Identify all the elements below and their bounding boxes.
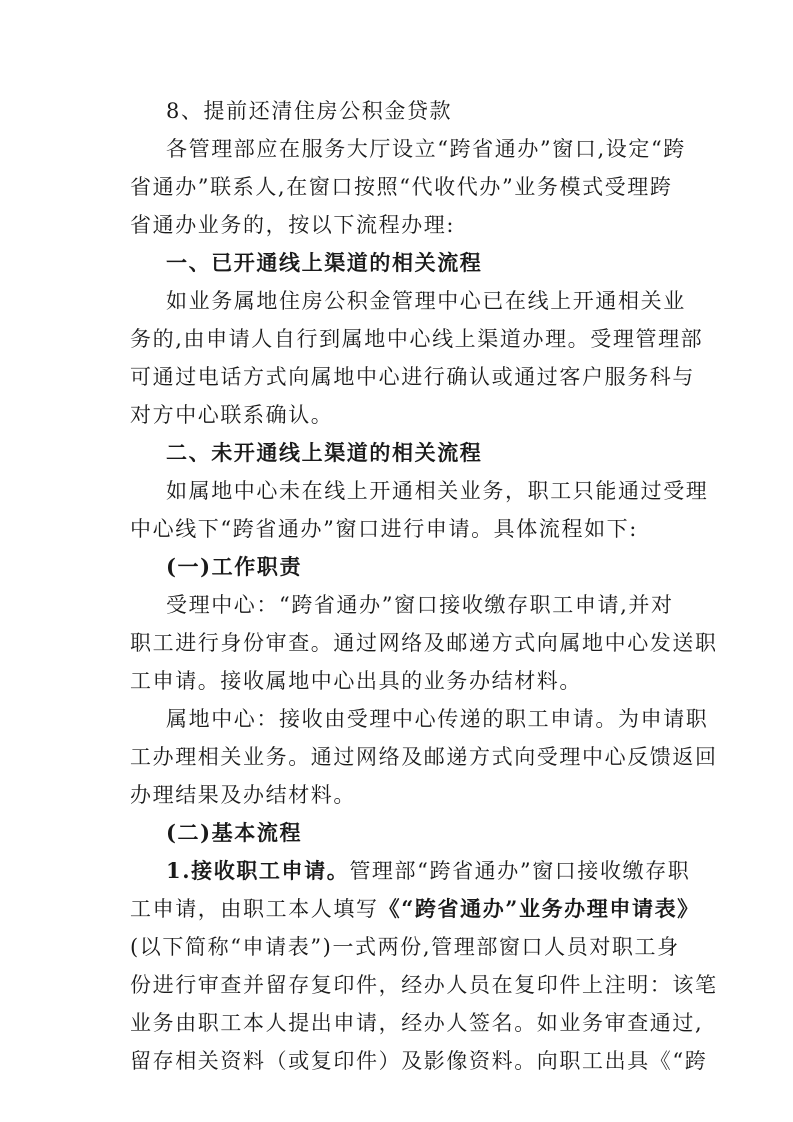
paragraph-line: 属地中心：接收由受理中心传递的职工申请。为申请职	[166, 707, 709, 731]
paragraph-line: 工办理相关业务。通过网络及邮递方式向受理中心反馈返回	[130, 745, 718, 769]
paragraph-line: 如属地中心未在线上开通相关业务，职工只能通过受理	[166, 479, 709, 503]
subsection-heading: (二)基本流程	[166, 820, 303, 845]
form-title: 《“跨省通办”业务办理申请表》	[378, 896, 700, 921]
paragraph-line: 办理结果及办结材料。	[130, 783, 356, 807]
paragraph-line: 如业务属地住房公积金管理中心已在线上开通相关业	[166, 289, 686, 313]
section-heading: 二、未开通线上渠道的相关流程	[166, 440, 483, 465]
section-heading: 一、已开通线上渠道的相关流程	[166, 250, 483, 275]
paragraph-line: 对方中心联系确认。	[130, 403, 334, 427]
paragraph-line	[130, 852, 691, 890]
paragraph-line: 业务由职工本人提出申请，经办人签名。如业务审查通过,	[130, 1011, 704, 1035]
paragraph-line: 留存相关资料（或复印件）及影像资料。向职工出具《“跨	[130, 1049, 708, 1073]
step-title: 1.接收职工申请。	[166, 858, 350, 883]
paragraph-line: 务的,由申请人自行到属地中心线上渠道办理。受理管理部	[130, 327, 704, 351]
paragraph-line: 工申请。接收属地中心出具的业务办结材料。	[130, 669, 582, 693]
paragraph-line	[130, 890, 700, 928]
paragraph-line: 可通过电话方式向属地中心进行确认或通过客户服务科与	[130, 365, 695, 389]
paragraph-line: 中心线下“跨省通办”窗口进行申请。具体流程如下:	[130, 517, 638, 541]
subsection-heading: (一)工作职责	[166, 554, 303, 579]
paragraph-line: 各管理部应在服务大厅设立“跨省通办”窗口,设定“跨	[166, 137, 686, 161]
paragraph-line: 份进行审查并留存复印件，经办人员在复印件上注明：该笔	[130, 973, 718, 997]
paragraph-line: 职工进行身份审查。通过网络及邮递方式向属地中心发送职	[130, 631, 718, 655]
list-item-heading: 8、提前还清住房公积金贷款	[166, 99, 453, 123]
paragraph-line: (以下简称“申请表”)一式两份,管理部窗口人员对职工身	[130, 935, 680, 959]
document-body	[130, 92, 718, 1080]
paragraph-line: 受理中心：“跨省通办”窗口接收缴存职工申请,并对	[166, 593, 674, 617]
paragraph-line: 省通办”联系人,在窗口按照“代收代办”业务模式受理跨	[130, 175, 673, 199]
step-text: 工申请，由职工本人填写	[130, 897, 379, 921]
paragraph-line: 省通办业务的，按以下流程办理:	[130, 213, 456, 237]
step-text: 管理部“跨省通办”窗口接收缴存职	[349, 859, 691, 883]
